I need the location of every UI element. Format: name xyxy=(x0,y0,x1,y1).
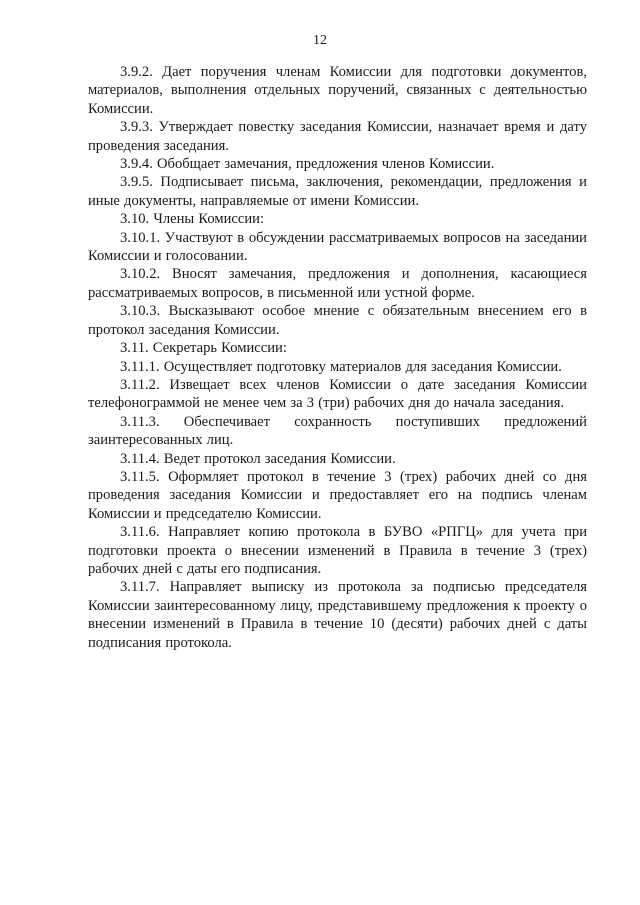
paragraph-3-10-1: 3.10.1. Участвуют в обсуждении рассматриваемых вопросов на заседании Комиссии и голосовании. xyxy=(88,229,587,265)
paragraph-3-11-5: 3.11.5. Оформляет протокол в течение 3 (трех) рабочих дней со дня проведения заседания Комиссии и предоставляет его на подпись членам Комиссии и председателю Комиссии. xyxy=(88,468,587,522)
paragraph-3-9-5: 3.9.5. Подписывает письма, заключения, рекомендации, предложения и иные документы, направляемые от имени Комиссии. xyxy=(88,174,587,209)
section-heading-3-11: 3.11. Секретарь Комиссии: xyxy=(120,340,287,357)
paragraph-3-10-3: 3.10.3. Высказывают особое мнение с обязательным внесением его в протокол заседания Комиссии. xyxy=(88,303,587,338)
paragraph-3-11-6: 3.11.6. Направляет копию протокола в БУВО «РПГЦ» для учета при подготовки проекта о внесении изменений в Правила в течение 3 (трех) рабочих дней с даты его подписания. xyxy=(88,524,587,577)
paragraph-3-10-2: 3.10.2. Вносят замечания, предложения и дополнения, касающиеся рассматриваемых вопросов, в письменной или устной форме. xyxy=(88,266,587,301)
section-heading-3-10: 3.10. Члены Комиссии: xyxy=(120,211,265,228)
paragraph-3-11-3: 3.11.3. Обеспечивает сохранность поступивших предложений заинтересованных лиц. xyxy=(88,413,587,449)
paragraph-3-9-2: 3.9.2. Дает поручения членам Комиссии для подготовки документов, материалов, выполнения отдельных поручений, связанных с деятельностью Комиссии. xyxy=(88,64,587,117)
paragraph-3-9-3: 3.9.3. Утверждает повестку заседания Комиссии, назначает время и дату проведения заседания. xyxy=(88,119,587,154)
page-number: 12 xyxy=(313,33,327,48)
document-body xyxy=(88,63,587,652)
paragraph-3-9-4: 3.9.4. Обобщает замечания, предложения членов Комиссии. xyxy=(120,156,495,173)
paragraph-3-11-7: 3.11.7. Направляет выписку из протокола за подписью председателя Комиссии заинтересованному лицу, представившему предложения к проекту о внесении изменений в Правила в течение 10 (десяти) рабочих дней с даты подписания протокола. xyxy=(88,579,587,651)
paragraph-3-11-2: 3.11.2. Извещает всех членов Комиссии о дате заседания Комиссии телефонограммой не менее чем за 3 (три) рабочих дня до начала заседания. xyxy=(88,376,587,412)
paragraph-3-11-4: 3.11.4. Ведет протокол заседания Комиссии. xyxy=(120,450,396,467)
paragraph-3-11-1: 3.11.1. Осуществляет подготовку материалов для заседания Комиссии. xyxy=(120,358,562,375)
